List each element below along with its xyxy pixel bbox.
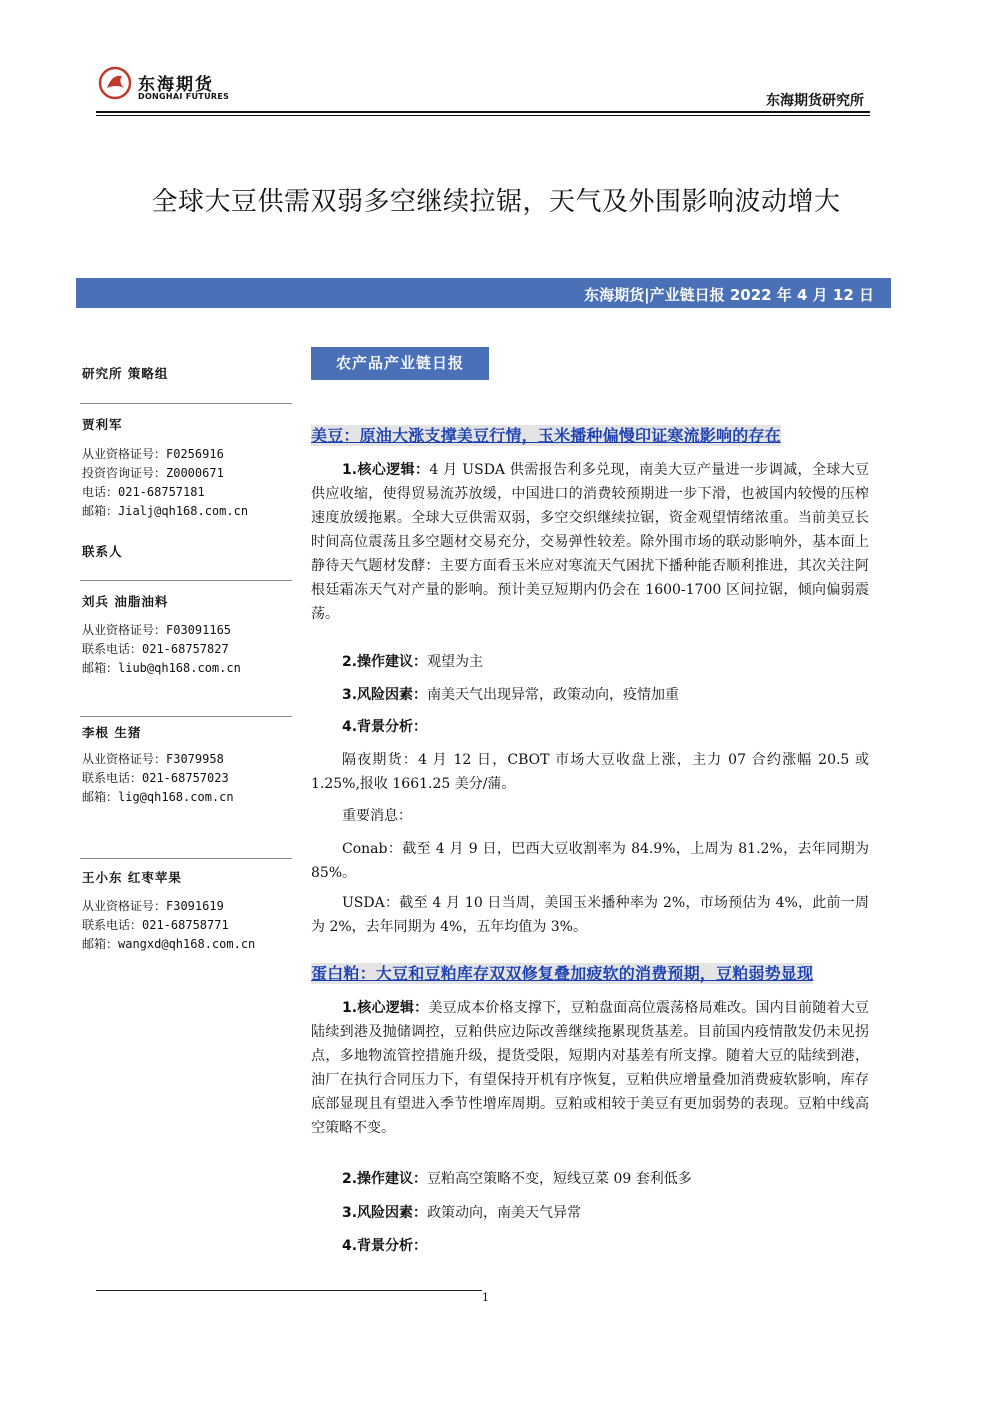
risk-label: 3.风险因素： [342,1205,428,1221]
sidebar-divider [80,716,292,717]
heading-text: 蛋白粕：大豆和豆粕库存双双修复叠加疲软的消费预期，豆粕弱势显现 [311,964,814,983]
author-details [82,897,292,954]
author-line: 联系电话：021-68758771 [82,918,229,932]
author-line: 从业资格证号：F3091619 [82,899,224,913]
sidebar-divider [80,580,292,581]
bg-paragraph: 隔夜期货：4 月 12 日，CBOT 市场大豆收盘上涨，主力 07 合约涨幅 20.5 或 1.25%,报收 1661.25 美分/蒲。 [311,752,869,792]
background-paragraph [311,715,869,739]
banner-text: 东海期货|产业链日报 2022 年 4 月 12 日 [584,286,874,304]
logo-text-cn: 东海期货 [138,75,214,95]
operation-text: 豆粕高空策略不变，短线豆菜 09 套利低多 [427,1171,692,1187]
section-body [311,996,869,1140]
risk-row [311,683,869,707]
risk-label: 3.风险因素： [342,687,428,703]
institute-name: 东海期货研究所 [766,93,864,109]
background-body [311,837,869,885]
author-name: 王小东 红枣苹果 [82,870,182,885]
bg-paragraph: Conab：截至 4 月 9 日，巴西大豆收割率为 84.9%，上周为 81.2%，去年同期为 85%。 [311,841,869,881]
background-row [311,1234,869,1258]
author-details [82,621,292,678]
sidebar-divider [80,858,292,859]
risk-row [311,1201,869,1225]
footer-rule [96,1290,482,1291]
operation-paragraph [311,650,869,674]
operation-row [311,1167,869,1191]
section-badge: 农产品产业链日报 [311,347,489,380]
header-rule [96,111,870,113]
contacts-label: 联系人 [82,544,123,559]
author-line: 从业资格证号：F3079958 [82,752,224,766]
author-name: 刘兵 油脂油料 [82,594,169,609]
heading-text: 美豆：原油大涨支撑美豆行情，玉米播种偏慢印证寒流影响的存在 [311,426,781,445]
background-body [311,748,869,796]
bg-paragraph: USDA：截至 4 月 10 日当周，美国玉米播种率为 2%，市场预估为 4%，此前一周为 2%，去年同期为 4%，五年均值为 3%。 [311,895,869,935]
dept-label: 研究所 策略组 [82,366,169,381]
core-logic-label: 1.核心逻辑： [342,462,430,478]
author-details [82,445,292,521]
operation-paragraph [311,1167,869,1191]
author-line: 从业资格证号：F0256916 [82,447,224,461]
report-title: 全球大豆供需双弱多空继续拉锯，天气及外围影响波动增大 [151,187,841,217]
background-body [311,804,869,828]
core-logic-paragraph [311,996,869,1140]
background-label: 4.背景分析： [342,719,428,735]
author-details [82,750,292,807]
section-heading [311,962,869,987]
operation-label: 2.操作建议： [342,654,428,670]
author-line: 邮箱：lig@qh168.com.cn [82,790,234,804]
author-line: 邮箱：liub@qh168.com.cn [82,661,241,675]
core-logic-text: 4 月 USDA 供需报告利多兑现，南美大豆产量进一步调减，全球大豆供应收缩，使得贸易流苏放缓，中国进口的消费较预期进一步下滑，也被国内较慢的压榨速度放缓拖累。全球大豆供需双弱，多空交织继续拉锯，资金观望情绪浓重。当前美豆长时间高位震荡且多空题材交易充分，交易弹性较差。除外围市场的联动影响外，基本面上静待天气题材发酵：主要方面看玉米应对寒流天气困扰下播种能否顺利推进，其次关注阿根廷霜冻天气对产量的影响。预计美豆短期内仍会在 1600-1700 区间拉锯，倾向偏弱震荡。 [311,462,870,622]
author-line: 电话：021-68757181 [82,485,205,499]
bg-paragraph: 重要消息： [342,808,412,824]
author-line: 投资咨询证号：Z0000671 [82,466,224,480]
background-label: 4.背景分析： [342,1238,428,1254]
operation-label: 2.操作建议： [342,1171,428,1187]
author-line: 从业资格证号：F03091165 [82,623,232,637]
author-name: 贾利军 [82,417,123,432]
operation-text: 观望为主 [427,654,484,670]
author-line: 联系电话：021-68757023 [82,771,229,785]
core-logic-text: 美豆成本价格支撑下，豆粕盘面高位震荡格局难改。国内目前随着大豆陆续到港及抛储调控，豆粕供应边际改善继续拖累现货基差。目前国内疫情散发仍未见拐点，多地物流管控措施升级，提货受限，短期内对基差有所支撑。随着大豆的陆续到港，油厂在执行合同压力下，有望保持开机有序恢复，豆粕供应增量叠加消费疲软影响，库存底部显现且有望进入季节性增库周期。豆粕或相较于美豆有更加弱势的表现。豆粕中线高空策略不变。 [311,1000,870,1136]
author-line: 联系电话：021-68757827 [82,642,229,656]
risk-paragraph [311,1201,869,1225]
risk-text: 政策动向，南美天气异常 [427,1205,582,1221]
risk-paragraph [311,683,869,707]
author-line: 邮箱：wangxd@qh168.com.cn [82,937,256,951]
section-heading [311,424,869,449]
sidebar-divider [80,403,292,404]
header-rule-thin [96,115,870,116]
logo-text-en: DONGHAI FUTURES [138,92,230,101]
core-logic-label: 1.核心逻辑： [342,1000,429,1016]
risk-text: 南美天气出现异常，政策动向，疫情加重 [427,687,680,703]
core-logic-paragraph [311,458,869,626]
section-body [311,458,869,626]
background-paragraph [311,1234,869,1258]
author-line: 邮箱：Jialj@qh168.com.cn [82,504,249,518]
company-logo-icon [98,66,132,100]
page-number: 1 [482,1291,489,1304]
background-body [311,891,869,939]
operation-row [311,650,869,674]
author-name: 李根 生猪 [82,725,142,740]
background-row [311,715,869,739]
